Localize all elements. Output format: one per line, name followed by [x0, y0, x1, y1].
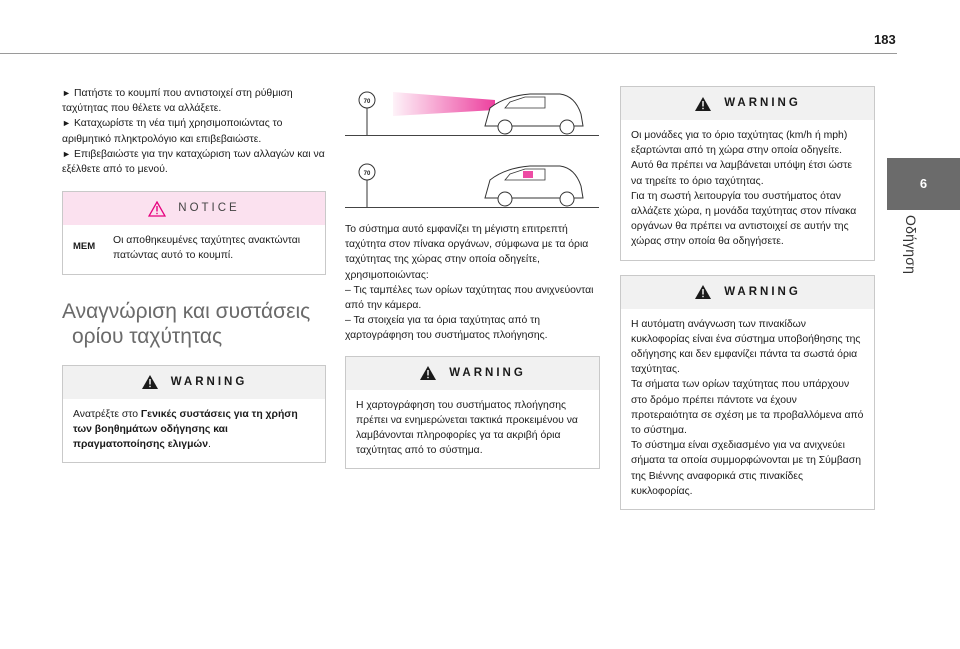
mem-button-label: MEM [73, 241, 96, 253]
chapter-tab[interactable]: 6 [887, 158, 960, 210]
warning-header [621, 87, 874, 120]
warning-text: Ανατρέξτε στο [73, 408, 141, 420]
warning-text: . [207, 439, 211, 451]
warning-title: WARNING [724, 285, 801, 298]
speed-sign-value: 70 [363, 99, 371, 105]
notice-body [63, 225, 325, 273]
warning-body [346, 390, 599, 469]
warning-triangle-icon [694, 284, 712, 300]
car-sign-illustration [345, 86, 599, 136]
body-text [345, 222, 600, 344]
warning-body [621, 120, 874, 260]
list-item [62, 86, 326, 116]
warning-header [63, 366, 325, 399]
paragraph: Για τη σωστή λειτουργία του συστήματος όταν αλλάζετε χώρα, η μονάδα ταχύτητας στον πίνακα οργάνων θα πρέπει να αντιστοιχεί σε αυτήν της χώρας στην οποία θα οδηγήσετε. [631, 190, 857, 248]
warning-box [345, 356, 600, 470]
notice-text: Οι αποθηκευμένες ταχύτητες ανακτώνται πατώντας αυτό το κουμπί. [113, 235, 301, 262]
paragraph: Το σύστημα αυτό εμφανίζει τη μέγιστη επιτρεπτή ταχύτητα στον πίνακα οργάνων, σύμφωνα με τα όρια ταχύτητας της χώρας στην οποία οδηγείτε, χρησιμοποιώντας: [345, 224, 589, 281]
warning-header [621, 276, 874, 309]
column-1 [62, 86, 326, 463]
illustration-navigation-sign [345, 158, 599, 208]
paragraph: Το σύστημα είναι σχεδιασμένο για να ανιχνεύει σήματα τα οποία συμμορφώνονται με τη Σύμβαση της Βιέννης αναφορικά στις πινακίδες κυκλοφορίας. [631, 440, 862, 497]
arrow-right-icon: ► [62, 88, 71, 98]
paragraph: Η αυτόματη ανάγνωση των πινακίδων κυκλοφορίας είναι ένα σύστημα υποβοήθησης της οδήγησης και δεν εμφανίζει πάντα τα σωστά όρια ταχύτητας. [631, 318, 861, 376]
road-line [345, 207, 599, 208]
warning-box [620, 275, 875, 510]
paragraph: – Τις ταμπέλες των ορίων ταχύτητας που ανιχνεύονται από την κάμερα. [345, 284, 594, 312]
warning-text: Η χαρτογράφηση του συστήματος πλοήγησης πρέπει να ενημερώνεται τακτικά προκειμένου να λαμβάνονται πληροφορίες γα τα ακριβή όρια ταχύτητας από το σύστημα. [356, 399, 578, 457]
warning-box [62, 365, 326, 464]
warning-body [621, 309, 874, 509]
page-number: 183 [874, 32, 896, 47]
warning-triangle-icon [419, 365, 437, 381]
road-line [345, 135, 599, 136]
column-2 [345, 86, 600, 469]
bullet-text: Πατήστε το κουμπί που αντιστοιχεί στη ρύθμιση ταχύτητας που θέλετε να αλλάξετε. [62, 88, 293, 115]
warning-title: WARNING [449, 366, 526, 379]
illustration-camera-sign [345, 86, 599, 136]
warning-triangle-icon [141, 374, 159, 390]
bullet-text: Καταχωρίστε τη νέα τιμή χρησιμοποιώντας το αριθμητικό πληκτρολόγιο και επιβεβαιώστε. [62, 118, 283, 145]
section-title-line: Αναγνώριση και συστάσεις [62, 299, 311, 323]
paragraph: Αυτό θα πρέπει να λαμβάνεται υπόψη έτσι ώστε να τηρείτε το όριο ταχύτητας. [631, 160, 853, 187]
notice-box [62, 191, 326, 274]
warning-box [620, 86, 875, 261]
paragraph: – Τα στοιχεία για τα όρια ταχύτητας από τη χαρτογράφηση του συστήματος πλοήγησης. [345, 315, 548, 342]
bullet-text: Επιβεβαιώστε για την καταχώριση των αλλαγών και να εξέλθετε από το μενού. [62, 148, 325, 176]
warning-triangle-icon [694, 96, 712, 112]
warning-header [346, 357, 599, 390]
paragraph: Οι μονάδες για το όριο ταχύτητας (km/h ή mph) εξαρτώνται από τη χώρα στην οποία οδηγείτε. [631, 130, 848, 157]
notice-title: NOTICE [178, 202, 240, 215]
paragraph: Τα σήματα των ορίων ταχύτητας που υπάρχουν στο δρόμο πρέπει πάντοτε να έχουν προτεραιότητα σε σχέση με τα προβαλλόμενα από το σύστημα. [631, 379, 864, 437]
arrow-right-icon: ► [62, 118, 71, 129]
chapter-label: Οδήγηση [903, 215, 919, 275]
speed-sign-value: 70 [363, 171, 371, 177]
arrow-right-icon: ► [62, 148, 71, 159]
warning-title: WARNING [170, 375, 248, 388]
list-item [62, 116, 326, 146]
warning-body [63, 399, 325, 463]
warning-text-bold: Γενικές συστάσεις για τη χρήση των βοηθημάτων οδήγησης και πραγματοποίησης ελιγμών [73, 408, 298, 451]
warning-title: WARNING [724, 96, 801, 109]
section-heading [62, 299, 326, 349]
notice-header [63, 192, 325, 225]
section-title-line: ορίου ταχύτητας [72, 324, 223, 348]
column-3 [620, 86, 875, 510]
list-item [62, 147, 326, 177]
warning-triangle-icon [148, 201, 166, 217]
car-sign-illustration [345, 158, 599, 208]
top-divider [0, 53, 897, 54]
